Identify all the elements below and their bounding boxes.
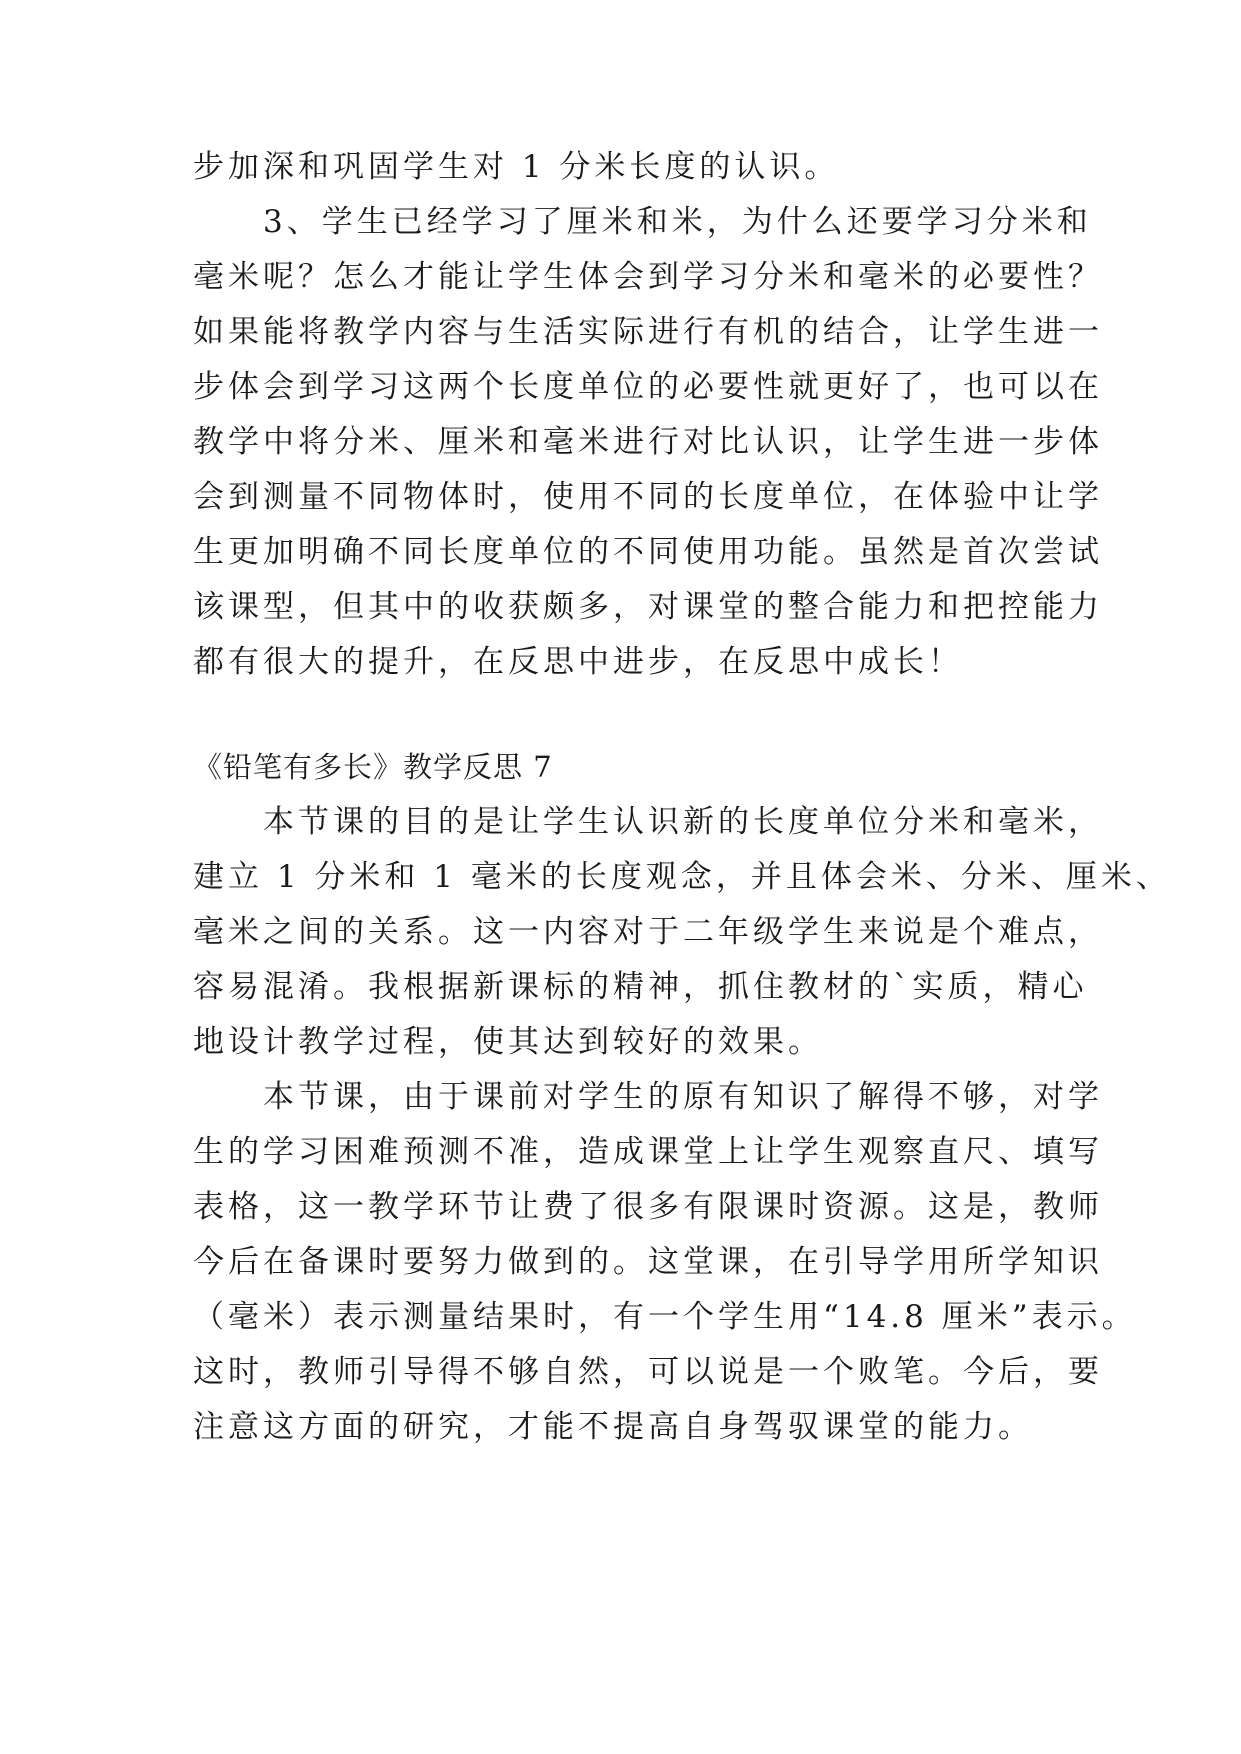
paragraph-line: 毫米呢？怎么才能让学生体会到学习分米和毫米的必要性？ [193, 259, 1103, 295]
paragraph-line: 本节课，由于课前对学生的原有知识了解得不够，对学 [193, 1079, 1103, 1115]
paragraph-line: 会到测量不同物体时，使用不同的长度单位，在体验中让学 [193, 479, 1103, 515]
paragraph-line: （毫米）表示测量结果时，有一个学生用“14.8 厘米”表示。 [193, 1299, 1137, 1335]
paragraph-line: 这时，教师引导得不够自然，可以说是一个败笔。今后，要 [193, 1354, 1103, 1390]
paragraph-line: 该课型，但其中的收获颇多，对课堂的整合能力和把控能力 [193, 589, 1103, 625]
paragraph-line: 本节课的目的是让学生认识新的长度单位分米和毫米， [193, 804, 1103, 840]
paragraph-line: 毫米之间的关系。这一内容对于二年级学生来说是个难点， [193, 914, 1103, 950]
paragraph-line: 步加深和巩固学生对 1 分米长度的认识。 [193, 149, 840, 185]
paragraph-line: 生的学习困难预测不准，造成课堂上让学生观察直尺、填写 [193, 1134, 1103, 1170]
paragraph-line: 步体会到学习这两个长度单位的必要性就更好了，也可以在 [193, 369, 1103, 405]
section-title: 《铅笔有多长》教学反思 7 [193, 750, 553, 784]
paragraph-line: 地设计教学过程，使其达到较好的效果。 [193, 1024, 823, 1060]
paragraph-line: 如果能将教学内容与生活实际进行有机的结合，让学生进一 [193, 314, 1103, 350]
paragraph-line: 容易混淆。我根据新课标的精神，抓住教材的`实质，精心 [193, 969, 1088, 1005]
paragraph-line: 建立 1 分米和 1 毫米的长度观念，并且体会米、分米、厘米、 [193, 859, 1171, 895]
paragraph-line: 今后在备课时要努力做到的。这堂课，在引导学用所学知识 [193, 1244, 1103, 1280]
paragraph-line: 表格，这一教学环节让费了很多有限课时资源。这是，教师 [193, 1189, 1103, 1225]
paragraph-line: 注意这方面的研究，才能不提高自身驾驭课堂的能力。 [193, 1409, 1033, 1445]
paragraph-line: 生更加明确不同长度单位的不同使用功能。虽然是首次尝试 [193, 534, 1103, 570]
paragraph-line: 都有很大的提升，在反思中进步，在反思中成长！ [193, 644, 963, 680]
paragraph-line: 教学中将分米、厘米和毫米进行对比认识，让学生进一步体 [193, 424, 1103, 460]
paragraph-line: 3、学生已经学习了厘米和米，为什么还要学习分米和 [193, 204, 1092, 240]
